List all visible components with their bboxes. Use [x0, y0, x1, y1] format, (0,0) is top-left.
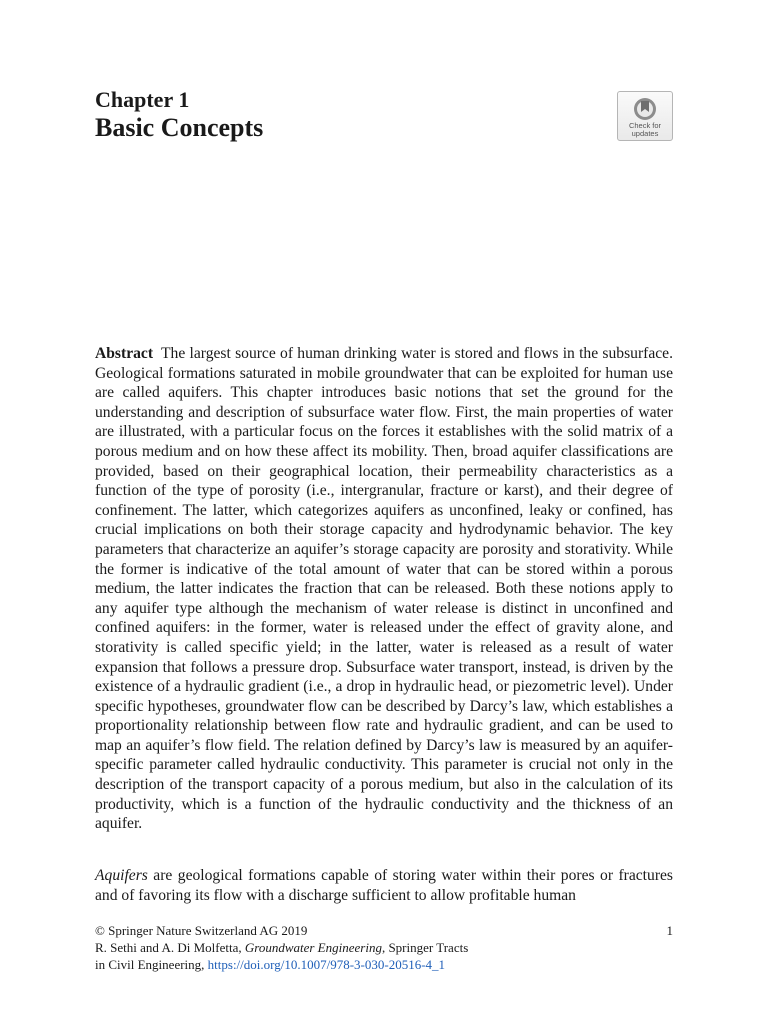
doi-link[interactable]: https://doi.org/10.1007/978-3-030-20516-4_1: [207, 957, 446, 972]
abstract-label: Abstract: [95, 345, 154, 362]
citation-line-1: [95, 939, 673, 956]
book-title: Groundwater Engineering: [244, 940, 382, 955]
body-first-word: Aquifers: [95, 867, 148, 884]
series-part-2: in Civil Engineering,: [95, 957, 208, 972]
abstract-text: The largest source of human drinking water is stored and flows in the subsurface. Geological formations saturated in mobile groundwater that can be exploited for human use are called aquifers. This chapter introduces basic notions that set the ground for the understanding and description of subsurface water flow. First, the main properties of water are illustrated, with a particular focus on the forces it establishes with the solid matrix of a porous medium and on how these affect its mobility. Then, broad aquifer classifications are provided, based on their geographical location, their permeability characteristics as a function of the type of porosity (i.e., intergranular, fracture or karst), and their degree of confinement. The latter, which categorizes aquifers as unconfined, leaky or confined, has crucial implications on both their storage capacity and hydrodynamic behavior. The key parameters that characterize an aquifer’s storage capacity are porosity and storativity. While the former is indicative of the total amount of water that can be stored within a porous medium, the latter indicates the fraction that can be released. Both these notions apply to any aquifer type although the mechanism of water release is distinct in unconfined and confined aquifers: in the former, water is released under the effect of gravity alone, and storativity is called specific yield; in the latter, water is released as a result of water expansion that follows a pressure drop. Subsurface water transport, instead, is driven by the existence of a hydraulic gradient (i.e., a drop in hydraulic head, or piezometric level). Under specific hypotheses, groundwater flow can be described by Darcy’s law, which establishes a proportionality relationship between flow rate and hydraulic gradient, and can be used to map an aquifer’s flow field. The relation defined by Darcy’s law is measured by an aquifer-specific parameter called hydraulic conductivity. This parameter is crucial not only in the description of the transport capacity of a porous medium, but also in the calculation of its productivity, which is a function of the hydraulic conductivity and the thickness of an aquifer.: [95, 345, 673, 833]
citation-line-2: [95, 956, 673, 973]
footer: [95, 922, 673, 973]
badge-text-line1: Check for: [628, 121, 662, 130]
authors: R. Sethi and A. Di Molfetta,: [95, 940, 245, 955]
series-part-1: , Springer Tracts: [381, 940, 469, 955]
body-paragraph: [95, 866, 673, 905]
page-number: 1: [666, 923, 673, 938]
check-for-updates-icon: [630, 96, 660, 122]
copyright-line: © Springer Nature Switzerland AG 2019: [95, 923, 308, 938]
chapter-label: Chapter 1: [95, 87, 190, 112]
badge-text-line2: updates: [631, 129, 659, 138]
body-text: are geological formations capable of storing water within their pores or fractures and of favoring its flow with a discharge sufficient to allow profitable human: [95, 867, 673, 904]
chapter-title: Basic Concepts: [95, 113, 264, 142]
abstract-paragraph: [95, 344, 673, 834]
check-for-updates-badge[interactable]: [617, 91, 673, 141]
